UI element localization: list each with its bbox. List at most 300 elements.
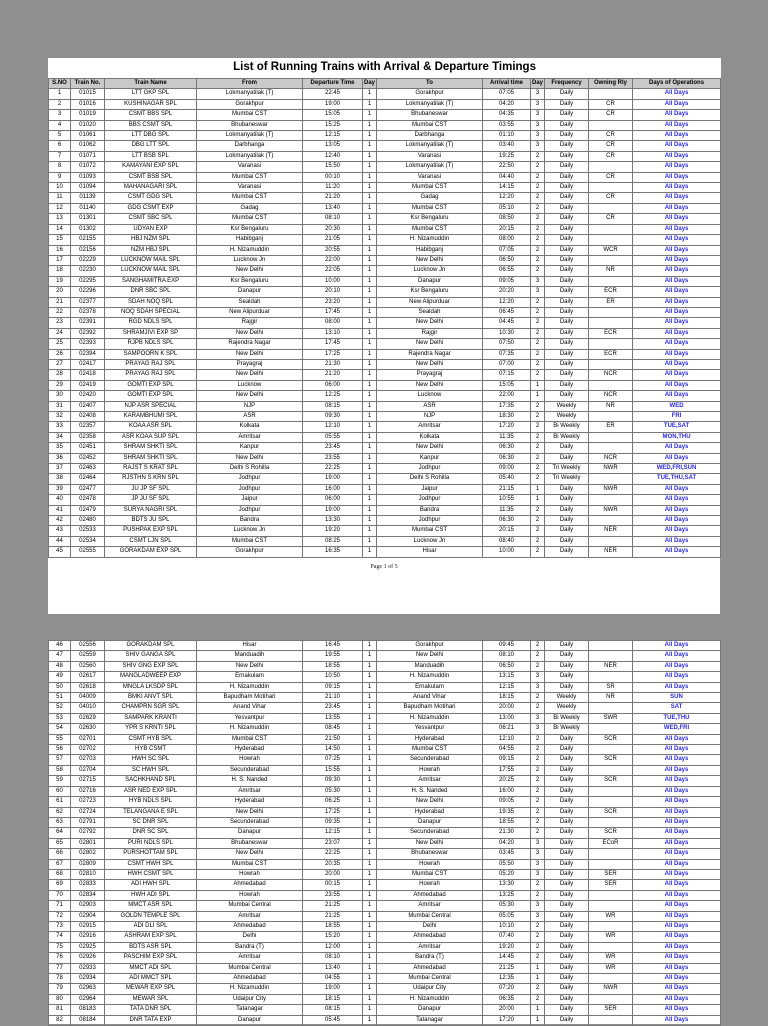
cell-days-of-operation: All Days [633, 547, 721, 557]
cell-arrival-day: 2 [531, 464, 545, 474]
cell-train-name: CSMT BSB SPL [105, 172, 197, 182]
cell-train-name: ADI HWH SPL [105, 880, 197, 890]
cell-train-no: 02393 [71, 339, 105, 349]
cell-arrival-day: 1 [531, 974, 545, 984]
cell-departure-time: 23:45 [303, 703, 363, 713]
cell-frequency: Daily [545, 307, 589, 317]
cell-owning-rly: NWR [589, 484, 633, 494]
cell-arrival-time: 21:15 [483, 484, 531, 494]
cell-departure-day: 1 [363, 495, 377, 505]
cell-train-name: BDTS JU SPL [105, 516, 197, 526]
cell-frequency: Daily [545, 162, 589, 172]
cell-train-name: SHRAM SHKTI SPL [105, 443, 197, 453]
cell-frequency: Daily [545, 287, 589, 297]
cell-train-name: MAHANAGARI SPL [105, 183, 197, 193]
cell-frequency: Daily [545, 859, 589, 869]
cell-sno: 26 [49, 349, 71, 359]
cell-departure-time: 06:00 [303, 380, 363, 390]
cell-from: New Delhi [197, 661, 303, 671]
cell-owning-rly [589, 974, 633, 984]
cell-departure-time: 06:00 [303, 495, 363, 505]
cell-departure-day: 1 [363, 505, 377, 515]
cell-days-of-operation: All Days [633, 953, 721, 963]
table-header-row [49, 79, 721, 89]
cell-from: Lokmanyatilak (T) [197, 131, 303, 141]
cell-days-of-operation: All Days [633, 120, 721, 130]
cell-to: Secunderabad [377, 828, 483, 838]
cell-arrival-day: 1 [531, 380, 545, 390]
cell-from: New Delhi [197, 807, 303, 817]
cell-arrival-day: 2 [531, 651, 545, 661]
cell-departure-time: 19:20 [303, 526, 363, 536]
cell-train-no: 04010 [71, 703, 105, 713]
cell-owning-rly [589, 203, 633, 213]
cell-train-no: 02377 [71, 297, 105, 307]
cell-departure-time: 05:55 [303, 432, 363, 442]
cell-from: Hyderabad [197, 797, 303, 807]
cell-train-name: DNR TATA EXP [105, 1015, 197, 1025]
cell-train-name: HYB CSMT [105, 745, 197, 755]
cell-arrival-day: 2 [531, 755, 545, 765]
table-row [49, 505, 721, 515]
cell-arrival-time: 17:20 [483, 1015, 531, 1025]
cell-days-of-operation: All Days [633, 193, 721, 203]
table-row [49, 464, 721, 474]
cell-departure-day: 1 [363, 443, 377, 453]
cell-train-no: 02703 [71, 755, 105, 765]
cell-to: New Delhi [377, 318, 483, 328]
cell-train-no: 02716 [71, 786, 105, 796]
cell-arrival-time: 04:40 [483, 172, 531, 182]
cell-train-name: LUCKNOW MAIL SPL [105, 255, 197, 265]
cell-departure-day: 1 [363, 214, 377, 224]
cell-train-name: ASR KOAA SUP SPL [105, 432, 197, 442]
cell-sno: 64 [49, 828, 71, 838]
cell-to: Lucknow [377, 391, 483, 401]
cell-days-of-operation: All Days [633, 453, 721, 463]
table-row [49, 287, 721, 297]
cell-arrival-time: 22:50 [483, 162, 531, 172]
cell-from: H. Nizamuddin [197, 245, 303, 255]
cell-train-no: 02418 [71, 370, 105, 380]
cell-arrival-time: 11:35 [483, 432, 531, 442]
cell-owning-rly: NWR [589, 464, 633, 474]
cell-frequency: Weekly [545, 401, 589, 411]
cell-frequency: Daily [545, 661, 589, 671]
cell-arrival-time: 05:50 [483, 859, 531, 869]
cell-to: Habibganj [377, 245, 483, 255]
table-row [49, 817, 721, 827]
cell-departure-day: 1 [363, 474, 377, 484]
cell-to: Lucknow Jn [377, 536, 483, 546]
document-page-1 [48, 58, 720, 614]
cell-from: Amritsar [197, 911, 303, 921]
cell-arrival-day: 2 [531, 734, 545, 744]
cell-arrival-day: 2 [531, 318, 545, 328]
cell-departure-day: 1 [363, 339, 377, 349]
cell-days-of-operation: TUE,THU [633, 713, 721, 723]
cell-sno: 1 [49, 89, 71, 99]
cell-departure-time: 17:25 [303, 349, 363, 359]
cell-train-no: 02230 [71, 266, 105, 276]
cell-owning-rly: ECoR [589, 838, 633, 848]
table-row [49, 224, 721, 234]
cell-sno: 6 [49, 141, 71, 151]
cell-arrival-day: 2 [531, 880, 545, 890]
cell-departure-time: 19:00 [303, 99, 363, 109]
cell-train-name: JU JP SF SPL [105, 484, 197, 494]
cell-to: Danapur [377, 276, 483, 286]
cell-arrival-day: 3 [531, 838, 545, 848]
cell-from: Danapur [197, 828, 303, 838]
cell-owning-rly: NER [589, 661, 633, 671]
cell-owning-rly: NCR [589, 370, 633, 380]
cell-frequency: Daily [545, 849, 589, 859]
table-row [49, 745, 721, 755]
cell-train-no: 02295 [71, 276, 105, 286]
col-header-sno: S.NO [49, 79, 71, 89]
cell-frequency: Daily [545, 505, 589, 515]
cell-to: New Delhi [377, 797, 483, 807]
cell-frequency: Daily [545, 838, 589, 848]
cell-arrival-day: 2 [531, 984, 545, 994]
cell-train-no: 02463 [71, 464, 105, 474]
cell-train-no: 02834 [71, 890, 105, 900]
cell-from: Mumbai CST [197, 536, 303, 546]
cell-departure-day: 1 [363, 297, 377, 307]
cell-arrival-time: 20:00 [483, 703, 531, 713]
cell-from: New Delhi [197, 849, 303, 859]
cell-train-name: RJPB NDLS SPL [105, 339, 197, 349]
cell-arrival-day: 2 [531, 245, 545, 255]
col-header-frequency: Frequency [545, 79, 589, 89]
cell-owning-rly: NCR [589, 391, 633, 401]
table-row [49, 828, 721, 838]
cell-sno: 49 [49, 672, 71, 682]
table-row [49, 661, 721, 671]
cell-arrival-day: 3 [531, 869, 545, 879]
cell-departure-day: 1 [363, 786, 377, 796]
cell-owning-rly [589, 994, 633, 1004]
cell-owning-rly: SCR [589, 807, 633, 817]
cell-departure-time: 12:15 [303, 828, 363, 838]
cell-owning-rly: SER [589, 869, 633, 879]
cell-sno: 71 [49, 901, 71, 911]
cell-departure-day: 1 [363, 765, 377, 775]
cell-departure-day: 1 [363, 682, 377, 692]
cell-departure-day: 1 [363, 849, 377, 859]
cell-owning-rly: NR [589, 401, 633, 411]
table-row [49, 131, 721, 141]
cell-departure-time: 18:55 [303, 921, 363, 931]
cell-departure-day: 1 [363, 432, 377, 442]
cell-train-no: 02963 [71, 984, 105, 994]
cell-to: Mumbai CST [377, 120, 483, 130]
cell-from: ASR [197, 412, 303, 422]
cell-departure-day: 1 [363, 807, 377, 817]
cell-from: Mumbai CST [197, 734, 303, 744]
cell-train-no: 02556 [71, 641, 105, 651]
table-row [49, 297, 721, 307]
cell-frequency: Daily [545, 453, 589, 463]
cell-arrival-time: 19:20 [483, 942, 531, 952]
cell-from: H. Nizamuddin [197, 724, 303, 734]
cell-departure-day: 1 [363, 661, 377, 671]
cell-to: Mumbai Central [377, 911, 483, 921]
cell-departure-day: 1 [363, 672, 377, 682]
cell-to: Hisar [377, 547, 483, 557]
cell-train-name: LTT DBG SPL [105, 131, 197, 141]
cell-sno: 43 [49, 526, 71, 536]
cell-arrival-day: 2 [531, 151, 545, 161]
table-row [49, 516, 721, 526]
cell-departure-time: 18:55 [303, 661, 363, 671]
cell-from: Mumbai CST [197, 110, 303, 120]
cell-arrival-day: 3 [531, 287, 545, 297]
cell-to: Bapudham Motihari [377, 703, 483, 713]
cell-train-no: 01015 [71, 89, 105, 99]
cell-sno: 63 [49, 817, 71, 827]
table-row [49, 141, 721, 151]
cell-to: New Alipurduar [377, 297, 483, 307]
cell-train-no: 02617 [71, 672, 105, 682]
cell-departure-day: 1 [363, 266, 377, 276]
cell-to: Ernakulam [377, 682, 483, 692]
cell-departure-day: 1 [363, 120, 377, 130]
cell-days-of-operation: All Days [633, 183, 721, 193]
cell-arrival-day: 2 [531, 942, 545, 952]
col-header-days-of-operation: Days of Operations [633, 79, 721, 89]
cell-from: Mumbai CST [197, 214, 303, 224]
cell-departure-day: 1 [363, 328, 377, 338]
cell-train-name: MNGLA LKSDP SPL [105, 682, 197, 692]
cell-train-name: SDAH NOQ SPL [105, 297, 197, 307]
table-row [49, 942, 721, 952]
cell-frequency: Daily [545, 942, 589, 952]
cell-frequency: Daily [545, 817, 589, 827]
cell-departure-time: 08:10 [303, 214, 363, 224]
cell-sno: 79 [49, 984, 71, 994]
cell-arrival-day: 3 [531, 682, 545, 692]
cell-from: Jodhpur [197, 474, 303, 484]
cell-frequency: Daily [545, 932, 589, 942]
cell-train-no: 02358 [71, 432, 105, 442]
cell-sno: 18 [49, 266, 71, 276]
cell-arrival-time: 03:55 [483, 120, 531, 130]
table-row [49, 484, 721, 494]
cell-arrival-time: 06:50 [483, 661, 531, 671]
cell-train-name: PUSHPAK EXP SPL [105, 526, 197, 536]
table-row [49, 797, 721, 807]
cell-frequency: Weekly [545, 412, 589, 422]
cell-sno: 22 [49, 307, 71, 317]
cell-frequency: Daily [545, 734, 589, 744]
cell-from: Mumbai CST [197, 172, 303, 182]
cell-arrival-day: 2 [531, 953, 545, 963]
cell-train-no: 02903 [71, 901, 105, 911]
table-row [49, 641, 721, 651]
table-row [49, 443, 721, 453]
cell-owning-rly: WR [589, 911, 633, 921]
cell-days-of-operation: All Days [633, 89, 721, 99]
cell-departure-day: 1 [363, 349, 377, 359]
cell-to: Ahmedabad [377, 890, 483, 900]
cell-sno: 74 [49, 932, 71, 942]
cell-arrival-time: 05:40 [483, 474, 531, 484]
cell-train-name: JP JU SF SPL [105, 495, 197, 505]
cell-sno: 48 [49, 661, 71, 671]
cell-owning-rly [589, 255, 633, 265]
cell-to: NJP [377, 412, 483, 422]
cell-arrival-day: 1 [531, 391, 545, 401]
cell-frequency: Daily [545, 339, 589, 349]
cell-from: Rajendra Nagar [197, 339, 303, 349]
table-row [49, 412, 721, 422]
cell-from: Ahmedabad [197, 880, 303, 890]
table-row [49, 1005, 721, 1015]
table-row [49, 755, 721, 765]
cell-days-of-operation: All Days [633, 828, 721, 838]
table-row [49, 349, 721, 359]
table-row [49, 162, 721, 172]
cell-train-no: 02802 [71, 849, 105, 859]
cell-to: Anand Vihar [377, 693, 483, 703]
cell-train-name: BMKI ANVT SPL [105, 693, 197, 703]
cell-arrival-time: 06:30 [483, 453, 531, 463]
cell-arrival-time: 05:10 [483, 203, 531, 213]
cell-to: Amritsar [377, 942, 483, 952]
table-row [49, 911, 721, 921]
cell-frequency: Daily [545, 359, 589, 369]
cell-train-name: MMCT ASR SPL [105, 901, 197, 911]
cell-sno: 51 [49, 693, 71, 703]
table-row [49, 734, 721, 744]
table-row [49, 693, 721, 703]
cell-arrival-time: 06:50 [483, 255, 531, 265]
cell-days-of-operation: TUE,THU,SAT [633, 474, 721, 484]
cell-to: Rajgir [377, 328, 483, 338]
cell-sno: 33 [49, 422, 71, 432]
cell-arrival-time: 06:21 [483, 724, 531, 734]
cell-owning-rly: NER [589, 547, 633, 557]
cell-train-name: ADI MMCT SPL [105, 974, 197, 984]
cell-departure-time: 15:20 [303, 932, 363, 942]
cell-days-of-operation: All Days [633, 391, 721, 401]
cell-frequency: Daily [545, 682, 589, 692]
cell-departure-day: 1 [363, 131, 377, 141]
cell-days-of-operation: All Days [633, 1015, 721, 1025]
cell-arrival-day: 1 [531, 495, 545, 505]
cell-train-no: 02477 [71, 484, 105, 494]
cell-from: Varanasi [197, 162, 303, 172]
cell-departure-time: 12:15 [303, 131, 363, 141]
cell-to: Jodhpur [377, 516, 483, 526]
cell-from: Amritsar [197, 786, 303, 796]
cell-sno: 41 [49, 505, 71, 515]
cell-to: H. Nizamuddin [377, 994, 483, 1004]
cell-train-no: 02701 [71, 734, 105, 744]
cell-departure-day: 1 [363, 370, 377, 380]
cell-sno: 62 [49, 807, 71, 817]
cell-frequency: Weekly [545, 693, 589, 703]
cell-frequency: Daily [545, 963, 589, 973]
cell-from: Darbhanga [197, 141, 303, 151]
cell-sno: 81 [49, 1005, 71, 1015]
cell-sno: 37 [49, 464, 71, 474]
cell-train-no: 04009 [71, 693, 105, 703]
cell-frequency: Daily [545, 994, 589, 1004]
cell-arrival-time: 19:25 [483, 151, 531, 161]
cell-train-name: SHIV GANGA SPL [105, 651, 197, 661]
cell-train-no: 01094 [71, 183, 105, 193]
cell-arrival-time: 18:55 [483, 817, 531, 827]
cell-arrival-day: 2 [531, 828, 545, 838]
cell-from: New Delhi [197, 453, 303, 463]
cell-sno: 9 [49, 172, 71, 182]
cell-train-name: NOQ SDAH SPECIAL [105, 307, 197, 317]
cell-train-name: DBG LTT SPL [105, 141, 197, 151]
cell-arrival-day: 3 [531, 89, 545, 99]
cell-train-no: 02480 [71, 516, 105, 526]
cell-sno: 30 [49, 391, 71, 401]
cell-departure-day: 1 [363, 359, 377, 369]
cell-owning-rly [589, 432, 633, 442]
cell-sno: 82 [49, 1015, 71, 1025]
cell-train-no: 02156 [71, 245, 105, 255]
table-row [49, 963, 721, 973]
col-header-train-no: Train No. [71, 79, 105, 89]
cell-days-of-operation: All Days [633, 932, 721, 942]
cell-train-name: ADI DLI SPL [105, 921, 197, 931]
cell-arrival-day: 2 [531, 536, 545, 546]
cell-to: New Delhi [377, 255, 483, 265]
cell-owning-rly [589, 745, 633, 755]
cell-owning-rly [589, 89, 633, 99]
cell-train-name: SURYA NAGRI SPL [105, 505, 197, 515]
cell-to: Lokmanyatilak (T) [377, 162, 483, 172]
cell-arrival-day: 1 [531, 963, 545, 973]
cell-sno: 38 [49, 474, 71, 484]
cell-arrival-day: 2 [531, 765, 545, 775]
cell-sno: 45 [49, 547, 71, 557]
table-row [49, 703, 721, 713]
cell-owning-rly [589, 786, 633, 796]
table-row [49, 401, 721, 411]
cell-days-of-operation: All Days [633, 318, 721, 328]
cell-arrival-day: 2 [531, 807, 545, 817]
cell-to: Mumbai Central [377, 974, 483, 984]
cell-arrival-time: 14:45 [483, 953, 531, 963]
cell-departure-time: 23:45 [303, 443, 363, 453]
cell-train-no: 08183 [71, 1005, 105, 1015]
cell-departure-time: 08:15 [303, 401, 363, 411]
cell-departure-day: 1 [363, 828, 377, 838]
cell-train-name: CSMT LJN SPL [105, 536, 197, 546]
cell-train-no: 02229 [71, 255, 105, 265]
cell-train-name: PRAYAG RAJ SPL [105, 370, 197, 380]
cell-departure-day: 1 [363, 1015, 377, 1025]
cell-arrival-day: 2 [531, 641, 545, 651]
cell-owning-rly [589, 224, 633, 234]
cell-days-of-operation: All Days [633, 495, 721, 505]
cell-departure-day: 1 [363, 953, 377, 963]
cell-arrival-time: 08:50 [483, 214, 531, 224]
cell-frequency: Daily [545, 516, 589, 526]
cell-frequency: Daily [545, 141, 589, 151]
table-row [49, 391, 721, 401]
cell-train-name: CSMT BBS SPL [105, 110, 197, 120]
cell-departure-day: 1 [363, 318, 377, 328]
